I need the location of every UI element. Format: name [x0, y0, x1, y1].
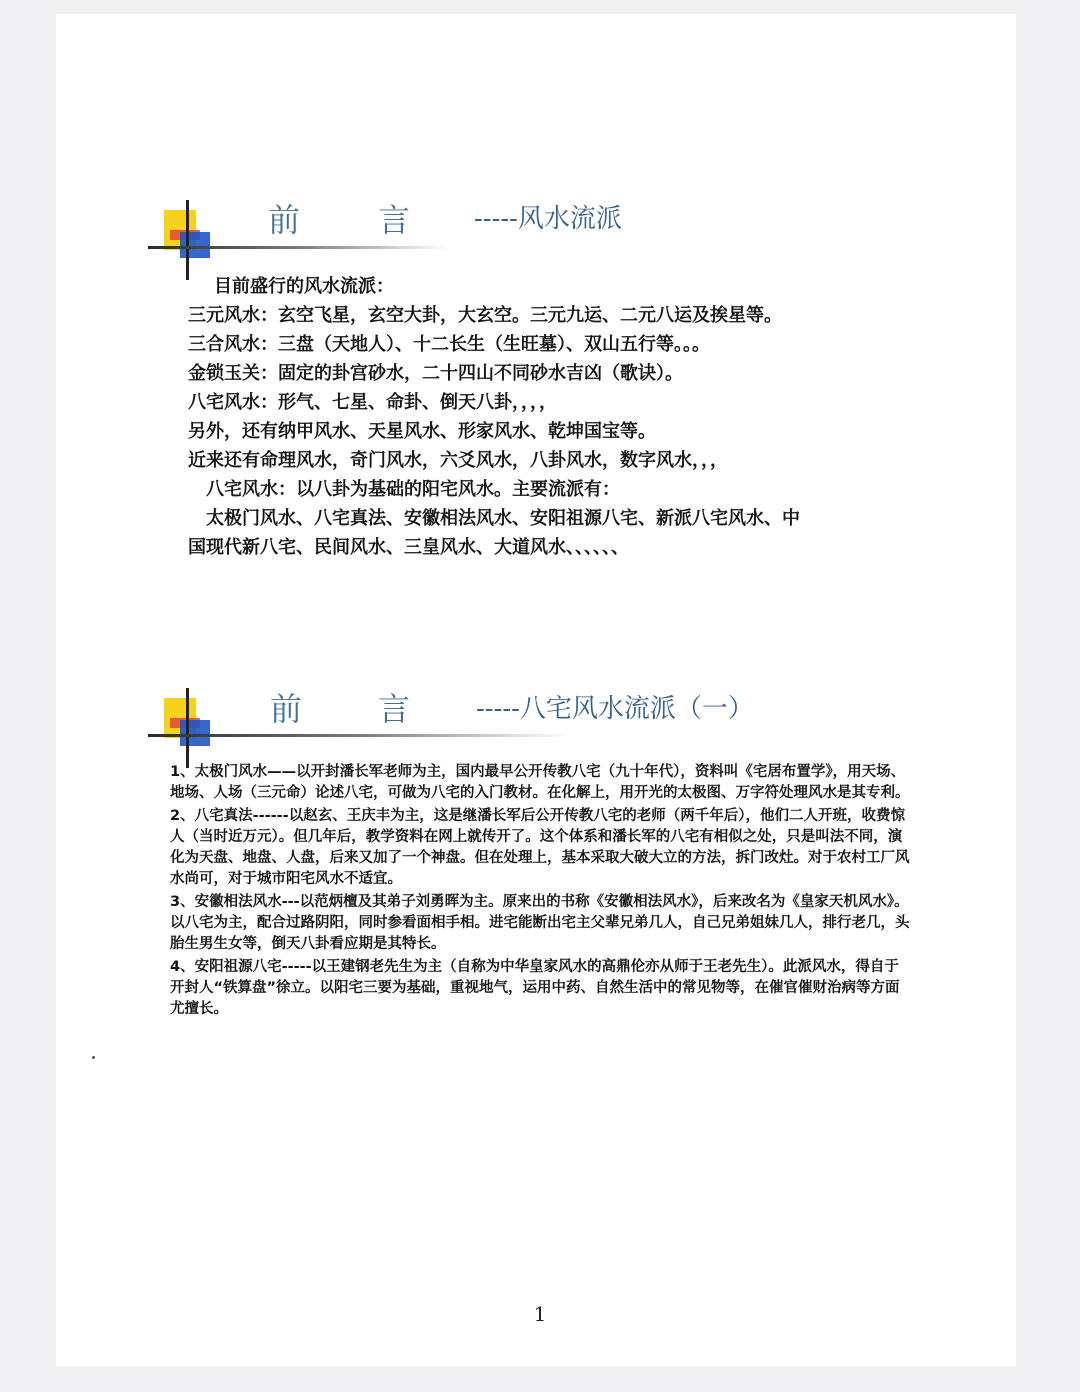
section1-logo	[150, 200, 230, 280]
section1-line: 八宅风水：以八卦为基础的阳宅风水。主要流派有：	[188, 479, 620, 500]
section2-paragraph: 4、安阳祖源八宅-----以王建钢老先生为主（自称为中华皇家风水的高鼎伦亦从师于王老先生）。此派风水，得自于开封人“铁算盘”徐立。以阳宅三要为基础，重视地气，运用中药、自然生活中的常见物等，在催官催财治病等方面尤擅长。	[170, 959, 900, 1017]
section1-body	[188, 272, 908, 562]
stray-dot	[92, 1056, 95, 1059]
section1-subtitle: -----风水流派	[474, 204, 622, 234]
page-number: 1	[533, 1302, 547, 1326]
section1-line: 另外，还有纳甲风水、天星风水、形家风水、乾坤国宝等。	[188, 421, 656, 442]
section2-logo	[150, 688, 230, 768]
section1-line: 三元风水：玄空飞星，玄空大卦，大玄空。三元九运、二元八运及挨星等。	[188, 305, 782, 326]
section2-heading-char2: 言	[378, 690, 411, 728]
section1-line: 目前盛行的风水流派：	[196, 276, 394, 297]
section1-line: 国现代新八宅、民间风水、三皇风水、大道风水、、、、、、	[188, 537, 629, 558]
section1-line: 太极门风水、八宅真法、安徽相法风水、安阳祖源八宅、新派八宅风水、中	[188, 508, 800, 529]
section2-paragraph: 3、安徽相法风水---以范炳檀及其弟子刘勇晖为主。原来出的书称《安徽相法风水》，后来改名为《皇家天机风水》。以八宅为主，配合过路阴阳，同时参看面相手相。进宅能断出宅主父辈兄弟几人，自己兄弟姐妹几人，排行老几，头胎生男生女等，倒天八卦看应期是其特长。	[170, 894, 910, 952]
section1-line: 金锁玉关：固定的卦宫砂水，二十四山不同砂水吉凶（歌诀）。	[188, 363, 683, 384]
section2-heading-char1: 前	[270, 690, 303, 728]
section2-paragraph: 2、八宅真法------以赵玄、王庆丰为主，这是继潘长军后公开传教八宅的老师（两千年后），他们二人开班，收费惊人（当时近万元）。但几年后，教学资料在网上就传开了。这个体系和潘长军的八宅有相似之处，只是叫法不同，演化为天盘、地盘、人盘，后来又加了一个神盘。但在处理上，基本采取大破大立的方法，拆门改灶。对于农村工厂风水尚可，对于城市阳宅风水不适宜。	[170, 808, 910, 887]
section1-line: 八宅风水：形气、七星、命卦、倒天八卦，，，，	[188, 392, 557, 413]
section2-subtitle: -----八宅风水流派（一）	[476, 694, 754, 724]
section1-line: 近来还有命理风水，奇门风水，六爻风水，八卦风水，数字风水，，，	[188, 450, 728, 471]
section1-heading-char2: 言	[378, 201, 411, 239]
section2-divider	[148, 734, 568, 737]
section1-line: 三合风水：三盘（天地人）、十二长生（生旺墓）、双山五行等。。。	[188, 334, 710, 355]
section2-body	[170, 762, 910, 1022]
section2-paragraph: 1、太极门风水——以开封潘长军老师为主，国内最早公开传教八宅（九十年代），资料叫《宅居布置学》，用天场、地场、人场（三元命）论述八宅，可做为八宅的入门教材。在化解上，用开光的太极图、万字符处理风水是其专利。	[170, 764, 910, 801]
section1-divider	[148, 246, 448, 249]
section1-heading-char1: 前	[268, 201, 301, 239]
